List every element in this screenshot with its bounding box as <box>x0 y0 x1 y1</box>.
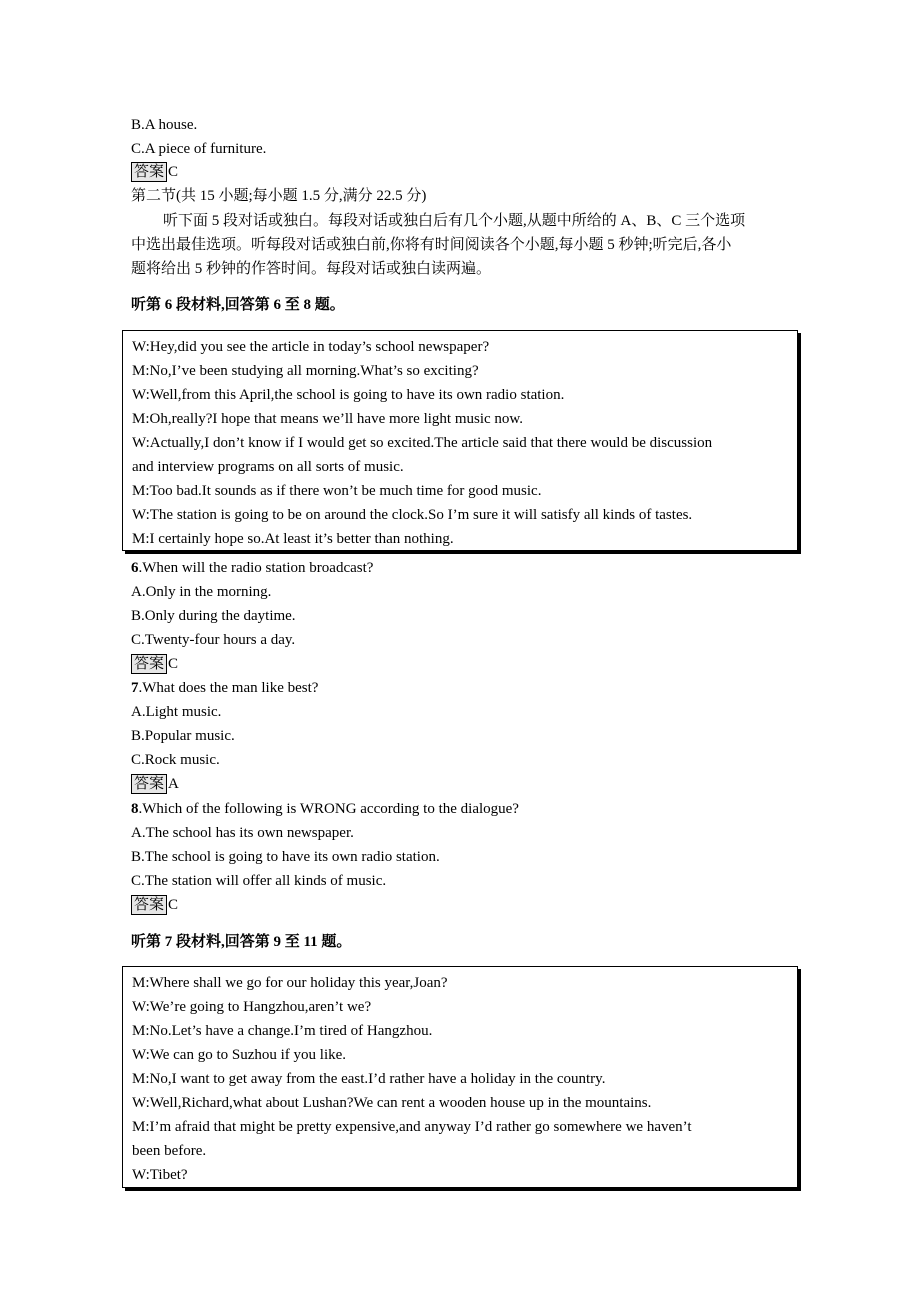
material6-heading: 听第 6 段材料,回答第 6 至 8 题。 <box>131 297 345 313</box>
q6-option-c: C.Twenty-four hours a day. <box>131 632 296 648</box>
transcript-box-7 <box>122 966 798 1188</box>
transcript-line: W:Well,from this April,the school is going to have its own radio station. <box>132 387 565 403</box>
instructions-line-2: 中选出最佳选项。听每段对话或独白前,你将有时间阅读各个小题,每小题 5 秒钟;听完后,各小 <box>131 237 732 253</box>
question-text: .Which of the following is WRONG according to the dialogue? <box>138 801 519 817</box>
transcript-line: W:Hey,did you see the article in today’s school newspaper? <box>132 339 490 355</box>
question-text: .When will the radio station broadcast? <box>138 560 374 576</box>
transcript-line: W:Tibet? <box>132 1167 188 1183</box>
transcript-line: W:We can go to Suzhou if you like. <box>132 1047 347 1063</box>
question-7 <box>131 678 318 698</box>
q7-option-c: C.Rock music. <box>131 752 220 768</box>
q8-option-b: B.The school is going to have its own radio station. <box>131 849 440 865</box>
answer-tag: 答案 <box>131 774 167 794</box>
answer-tag: 答案 <box>131 162 167 182</box>
q5-answer-line <box>131 162 178 182</box>
q7-answer-line <box>131 774 179 794</box>
q8-answer-line <box>131 895 178 915</box>
question-text: .What does the man like best? <box>138 680 319 696</box>
answer-value: C <box>168 897 179 913</box>
answer-value: C <box>168 164 179 180</box>
material7-heading: 听第 7 段材料,回答第 9 至 11 题。 <box>131 934 352 950</box>
instructions-line-1: 听下面 5 段对话或独白。每段对话或独白后有几个小题,从题中所给的 A、B、C 三个选项 <box>163 213 746 229</box>
transcript-line: M:No,I want to get away from the east.I’d rather have a holiday in the country. <box>132 1071 606 1087</box>
question-6 <box>131 558 373 578</box>
transcript-line: and interview programs on all sorts of music. <box>132 459 404 475</box>
q7-option-b: B.Popular music. <box>131 728 235 744</box>
transcript-line: M:Too bad.It sounds as if there won’t be much time for good music. <box>132 483 542 499</box>
transcript-line: W:We’re going to Hangzhou,aren’t we? <box>132 999 372 1015</box>
transcript-line: been before. <box>132 1143 207 1159</box>
transcript-line: W:The station is going to be on around the clock.So I’m sure it will satisfy all kinds of tastes. <box>132 507 693 523</box>
answer-tag: 答案 <box>131 654 167 674</box>
q5-option-c: C.A piece of furniture. <box>131 141 267 157</box>
transcript-line: W:Well,Richard,what about Lushan?We can rent a wooden house up in the mountains. <box>132 1095 652 1111</box>
q7-option-a: A.Light music. <box>131 704 222 720</box>
q8-option-c: C.The station will offer all kinds of music. <box>131 873 387 889</box>
transcript-line: M:I certainly hope so.At least it’s better than nothing. <box>132 531 454 547</box>
answer-value: C <box>168 656 179 672</box>
q8-option-a: A.The school has its own newspaper. <box>131 825 354 841</box>
section-title: 第二节(共 15 小题;每小题 1.5 分,满分 22.5 分) <box>131 188 427 204</box>
question-number: 7 <box>131 680 139 696</box>
answer-value: A <box>168 776 179 792</box>
q6-option-a: A.Only in the morning. <box>131 584 272 600</box>
transcript-line: M:Oh,really?I hope that means we’ll have more light music now. <box>132 411 524 427</box>
question-number: 6 <box>131 560 139 576</box>
transcript-box-6 <box>122 330 798 551</box>
q5-option-b: B.A house. <box>131 117 198 133</box>
q6-answer-line <box>131 654 178 674</box>
question-number: 8 <box>131 801 139 817</box>
transcript-line: M:No,I’ve been studying all morning.What’s so exciting? <box>132 363 479 379</box>
transcript-line: M:Where shall we go for our holiday this year,Joan? <box>132 975 448 991</box>
transcript-line: M:No.Let’s have a change.I’m tired of Hangzhou. <box>132 1023 433 1039</box>
instructions-line-3: 题将给出 5 秒钟的作答时间。每段对话或独白读两遍。 <box>131 261 492 277</box>
transcript-line: M:I’m afraid that might be pretty expensive,and anyway I’d rather go somewhere we haven’t <box>132 1119 692 1135</box>
q6-option-b: B.Only during the daytime. <box>131 608 296 624</box>
answer-tag: 答案 <box>131 895 167 915</box>
transcript-line: W:Actually,I don’t know if I would get so excited.The article said that there would be discussion <box>132 435 713 451</box>
question-8 <box>131 799 519 819</box>
